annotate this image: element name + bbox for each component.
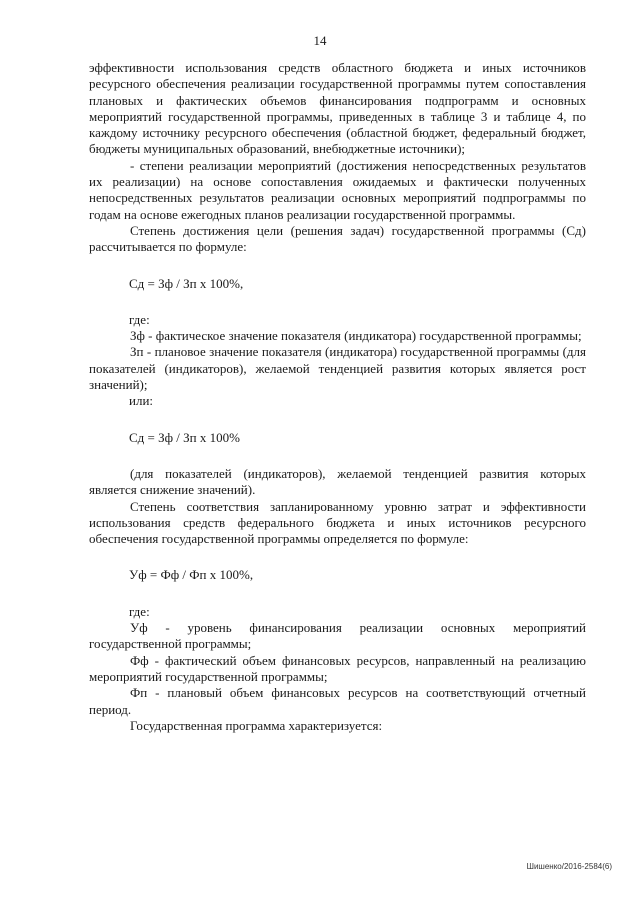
- definition-planned-value: Зп - плановое значение показателя (индикатора) государственной программы (для показателей (индикаторов), желаемой тенденцией развития которых является рост значений);: [89, 344, 586, 393]
- paragraph-decrease-note: (для показателей (индикаторов), желаемой тенденцией развития которых является снижение значений).: [89, 465, 586, 498]
- label-or: или:: [129, 393, 154, 409]
- label-where: где:: [129, 311, 150, 327]
- document-body: [89, 60, 586, 734]
- paragraph-characterized: Государственная программа характеризуется:: [130, 717, 383, 733]
- definition-financing-level: Уф - уровень финансирования реализации основных мероприятий государственной программы;: [89, 620, 586, 652]
- page-number: 14: [313, 33, 327, 48]
- paragraph-goal-degree: Степень достижения цели (решения задач) государственной программы (Сд) рассчитывается по формуле:: [89, 222, 586, 255]
- label-where-2: где:: [129, 603, 150, 619]
- definition-planned-funding: Фп - плановый объем финансовых ресурсов на соответствующий отчетный период.: [89, 685, 586, 717]
- formula-goal-achievement-alt: Сд = Зф / Зп х 100%: [129, 429, 240, 445]
- paragraph-cost-degree: Степень соответствия запланированному уровню затрат и эффективности использования средств федерального бюджета и иных источников ресурсного обеспечения государственной программы определяется по формуле:: [89, 498, 586, 547]
- paragraph-degree-measures: - степени реализации мероприятий (достижения непосредственных результатов их реализации) на основе сопоставления ожидаемых и фактически полученных непосредственных результатов реализации основных мероприятий подпрограммы по годам на основе ежегодных планов реализации государственной программы.: [89, 157, 586, 222]
- formula-financing-level: Уф = Фф / Фп х 100%,: [129, 567, 254, 583]
- formula-goal-achievement: Сд = Зф / Зп х 100%,: [129, 275, 244, 291]
- definition-actual-funding: Фф - фактический объем финансовых ресурсов, направленный на реализацию мероприятий государственной программы;: [89, 652, 586, 684]
- paragraph-efficiency: эффективности использования средств областного бюджета и иных источников ресурсного обеспечения реализации государственной программы путем сопоставления плановых и фактических объемов финансирования подпрограмм и основных мероприятий государственной программы, приведенных в таблице 3 и таблице 4, по каждому источнику ресурсного обеспечения (областной бюджет, федеральный бюджет, бюджеты муниципальных образований, внебюджетные источники);: [89, 60, 586, 157]
- document-footer-id: Шишенко/2016-2584(6): [526, 862, 612, 871]
- definition-actual-value: Зф - фактическое значение показателя (индикатора) государственной программы;: [130, 328, 582, 344]
